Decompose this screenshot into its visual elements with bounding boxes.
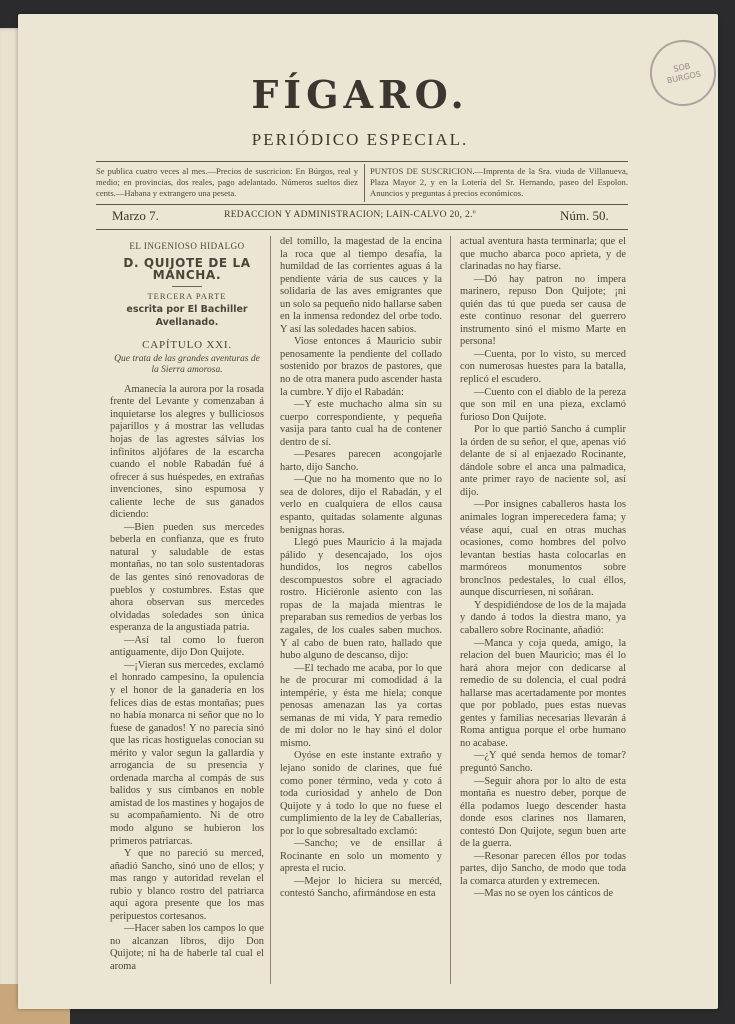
chapter-title: CAPÍTULO XXI. <box>142 339 232 352</box>
paragraph: —Bien pueden sus mercedes beberla en confianza, que es fruto natural y saludable de estas montañas, no tan solo sustentadoras de las gentes sinó renovadoras de pueblos y costumbres. Estas que ahora observan sus mercedes olvidadas soledades son única esperanza de la angustiada patria. <box>110 521 264 634</box>
info-divider <box>364 164 365 202</box>
paragraph: Viose entonces á Mauricio subir penosamente la pendiente del collado sostenido por brazos de pastores, que no de otra manera pudo ascender hasta la cumbre. Y dijo el Rabadán: <box>280 336 442 398</box>
paragraph: —Hacer saben los campos lo que no alcanzan libros, dijo Don Quijote; ni ha de haberle tal cual el aroma <box>110 923 264 972</box>
paragraph: —Mejor lo hiciera su mercéd, contestó Sancho, afirmándose en esta <box>280 875 442 900</box>
paragraph: —Sancho; ve de ensillar á Rocinante en solo un momento y apresta el rucio. <box>280 838 442 875</box>
paragraph: —Manca y coja queda, amigo, la relacion del buen Mauricio; mas él lo hará ahora mejor con dedicarse al remedio de su dolencia, el cual podrá hallarse mas acertadamente por montes que por poblado, pues estas nuevas gentes y familias necesarias llevarán á Roma antigua porque el orbe humano no acabase. <box>460 637 626 749</box>
paragraph: —Que no ha momento que no lo sea de dolores, dijo el Rabadán, y el verlo en cualquiera de ellos causa espanto, quitadas solamente algunas benignas horas. <box>280 474 442 536</box>
part-label: TERCERA PARTE <box>147 290 227 301</box>
paragraph: —Cuento con el diablo de la pereza que son mil en una pieza, exclamó furioso Don Quijote. <box>460 386 626 423</box>
headline: D. QUIJOTE DE LA MANCHA. <box>123 255 251 283</box>
header-rule-bottom <box>96 229 628 230</box>
header-rule-top <box>96 161 628 162</box>
paragraph: —Así tal como lo fueron antiguamente, dijo Don Quijote. <box>110 634 264 659</box>
column-2 <box>280 236 442 901</box>
editorial-address: REDACCION Y ADMINISTRACION; LAIN-CALVO 20, 2.º <box>224 210 476 220</box>
paragraph: —Pesares parecen acongojarle harto, dijo Sancho. <box>280 449 442 473</box>
header-rule-mid <box>96 204 628 205</box>
paragraph: del tomillo, la magestad de la encina la roca que al tiempo desafía, la humildad de las corrientes aguas á la pendiente vária de sus cauces y la solidaria de las aves emigrantes que un solo sa pequeño nido hallarse saben en la inmensa redondez del orbe todo. Y así las soledades hacen sabios. <box>280 236 442 335</box>
paragraph: —Seguir ahora por lo alto de esta montaña es nuestro deber, porque de élla podamos luego descender hasta donde esos clarines nos llamaren, contestó Don Quijote, segun buen arte de la guerra. <box>460 775 626 850</box>
paragraph: Amanecía la aurora por la rosada frente del Levante y comenzaban á inquietarse los alegres y bulliciosos pajarillos y á mostrar las velludas hojas de las agrestes sálvias los infinitos aljófares de la escarcha cuando el noble Rabadán fué á ofrecer á sus huéspedes, en extrañas invenciones, sino espumosa y caliente leche de sus ganados diciendo: <box>110 383 264 521</box>
paragraph: —Cuenta, por lo visto, su merced con numerosas huestes para la batalla, replicó el escudero. <box>460 348 626 386</box>
paragraph: Oyóse en este instante extraño y lejano sonido de clarines, que fué como poner término, veda y coto á toda curiosidad y anhelo de Don Quijote y á todo lo que no fuese el cumplimiento de la ley de Caballerías, por lo que sobresaltado exclamó: <box>280 750 442 837</box>
byline: escrita por El Bachiller Avellanado. <box>126 304 248 328</box>
paragraph: —Dó hay patron no impera marinero, repuso Don Quijote; ¡ni quién das tú que pueda ser causa de este continuo resonar del guerrero instrumento sinó el mismo Marte en persona! <box>460 273 626 348</box>
paragraph: Y que no pareció su merced, añadió Sancho, sinó uno de ellos; y mas rango y autoridad revelan el rubio y blanco rostro del patriarca aquí agora presente que los mas peripuestos cortesanos. <box>110 848 264 922</box>
paragraph: actual aventura hasta terminarla; que el que mucho abarca poco aprieta, y de clarinadas no hay fiarse. <box>460 236 626 273</box>
issue-number: Núm. 50. <box>560 208 609 223</box>
paragraph: —Y este muchacho alma sin su cuerpo correspondiente, y pequeña vasija para tanto cual ha de contener dentro de sí. <box>280 399 442 448</box>
column-rule-1 <box>270 236 271 984</box>
paragraph: —Por insignes caballeros hasta los animales logran imperecedera fama; y véase aquí, cual en otras muchas ocasiones, como hombres del polvo levantan bestias hasta colocarlas en marmóreos monumentos sobre bronclnos pedestales, lo cual éllos, aunque discurriesen, ni soñáran. <box>460 499 626 599</box>
paragraph: —¡Vieran sus mercedes, exclamó el honrado campesino, la opulencia y el honor de la ganadería en los felices dias de estas montañas; pues no había monarca ni señor que no lo fuese de ganados! Y no parecía sinó que las ricas hostiguelas conocian su mérito y valor segun la gallardía y arrogancia de su presencia y ordenada marcha al compás de sus balidos y sus címbanos en noble amistad de los mastines y hogajos de su acompañamiento. Ni de otro modo alguno se hubieron los primeros patriarcas. <box>110 659 264 847</box>
stamp-text: SOB BURGOS <box>666 61 702 86</box>
chapter-summary: Que trata de las grandes aventuras de la Sierra amorosa. <box>114 353 260 375</box>
paragraph: —Resonar parecen éllos por todas partes, dijo Sancho, de modo que toda la comarca aturden y extremecen. <box>460 850 626 887</box>
kicker: EL INGENIOSO HIDALGO <box>129 241 245 251</box>
column-rule-2 <box>450 236 451 984</box>
paragraph: —El techado me acaba, por lo que he de procurar mi comodidad á la intempérie, y ésta me hiela; conque penosas amenazan las ya cortas semanas de mi vida, Y para remedio de mi dolor no le hay sinó el dolor mismo. <box>280 662 442 749</box>
subscription-info: Se publica cuatro veces al mes.—Precios de suscricion: En Búrgos, real y medio; en provincias, dos reales, pago adelantado. Números sueltos diez cents.—Habana y extrangero una peseta. <box>96 166 358 199</box>
paragraph: Llegó pues Mauricio á la majada pálido y desencajado, los ojos hundidos, los negros cabellos descompuestos sobre el agraciado rostro. Hiciéronle asiento con las ropas de la majada mientras le preparaban sus remedios de yerbas los zagales, de los cuales saben muchos. Y al cabo de buen rato, hallado que hubo alguno de descanso, dijo: <box>280 537 442 662</box>
column-3 <box>460 236 626 901</box>
paragraph: —¿Y qué senda hemos de tomar? preguntó Sancho. <box>460 750 626 774</box>
paragraph: —Mas no se oyen los cánticos de <box>474 888 614 900</box>
masthead-title: FÍGARO. <box>251 72 469 117</box>
paragraph: Por lo que partió Sancho á cumplir la órden de su señor, el que, apenas vió delante de sí al enjaezado Rocinante, dándole sobre el anca una palmadica, ante primer rayo de naciente sol, así dijo. <box>460 424 626 498</box>
headline-rule <box>172 286 202 287</box>
column-1 <box>110 236 264 974</box>
paragraph: Y despidiéndose de los de la majada y dando á todos la diestra mano, ya caballero sobre Rocinante, añadió: <box>460 599 626 636</box>
subscription-points: PUNTOS DE SUSCRICION.—Imprenta de la Sra. viuda de Villanueva, Plaza Mayor 2, y en la Lotería del Sr. Hernando, paseo del Espolon. Anuncios y preguntas á precios económicos. <box>370 166 628 199</box>
masthead-subtitle: PERIÓDICO ESPECIAL. <box>251 130 469 149</box>
issue-date: Marzo 7. <box>112 208 159 223</box>
